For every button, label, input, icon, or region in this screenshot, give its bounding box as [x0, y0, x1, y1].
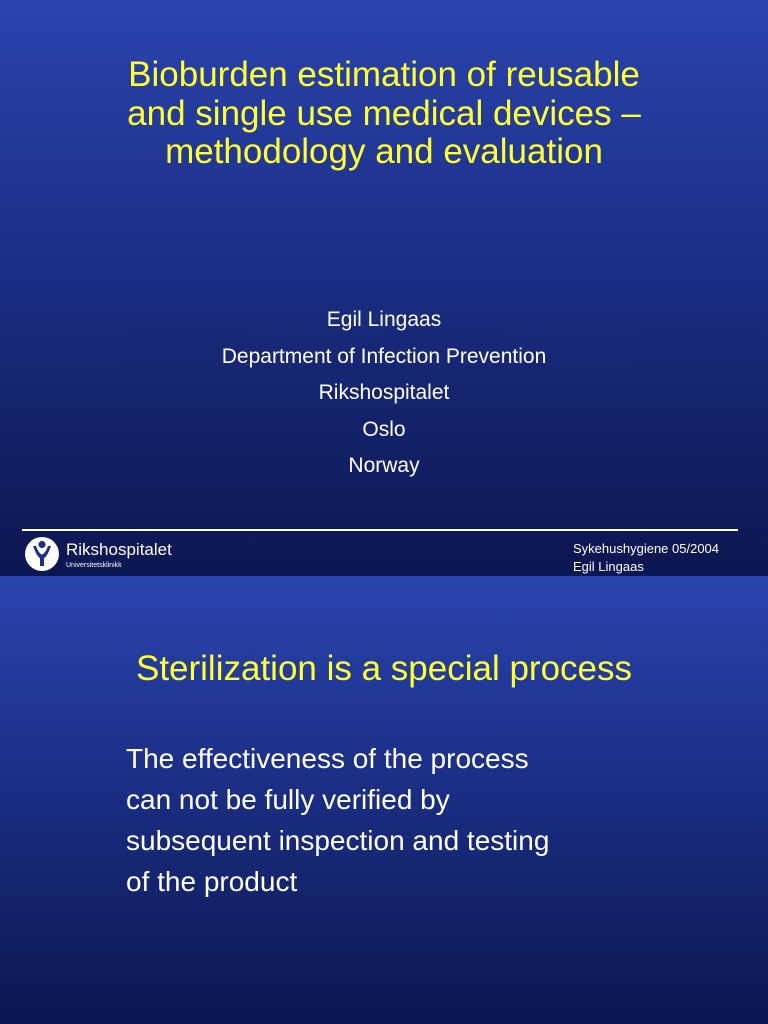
- footer-divider: [22, 529, 738, 531]
- slide-2: [0, 576, 768, 1024]
- rikshospitalet-logo: [24, 536, 224, 572]
- logo-name: Rikshospitalet: [66, 540, 172, 559]
- author-city: Oslo: [362, 417, 406, 441]
- footer-event: Sykehushygiene 05/2004: [573, 541, 720, 556]
- author-department: Department of Infection Prevention: [221, 344, 547, 368]
- footer-author: Egil Lingaas: [573, 559, 644, 574]
- body-line: The effectiveness of the process: [126, 743, 529, 774]
- slide-1-title-line: methodology and evaluation: [165, 132, 603, 171]
- slide-1-title-line: Bioburden estimation of reusable: [128, 55, 640, 94]
- footer-info: [573, 540, 719, 576]
- body-line: of the product: [126, 866, 298, 897]
- author-block: [0, 302, 768, 485]
- slide-1-title-line: and single use medical devices –: [127, 93, 641, 133]
- author-institution: Rikshospitalet: [318, 381, 450, 404]
- slide-2-title: Sterilization is a special process: [135, 649, 633, 688]
- body-line: can not be fully verified by: [126, 784, 450, 815]
- body-line: subsequent inspection and testing: [126, 825, 550, 856]
- logo-subtitle: Universitetsklinikk: [66, 562, 122, 569]
- author-country: Norway: [348, 454, 420, 477]
- slide-1-title: [30, 56, 738, 172]
- author-name: Egil Lingaas: [326, 308, 442, 331]
- slide-2-body: [126, 738, 686, 902]
- rikshospitalet-logo-icon: [24, 536, 60, 572]
